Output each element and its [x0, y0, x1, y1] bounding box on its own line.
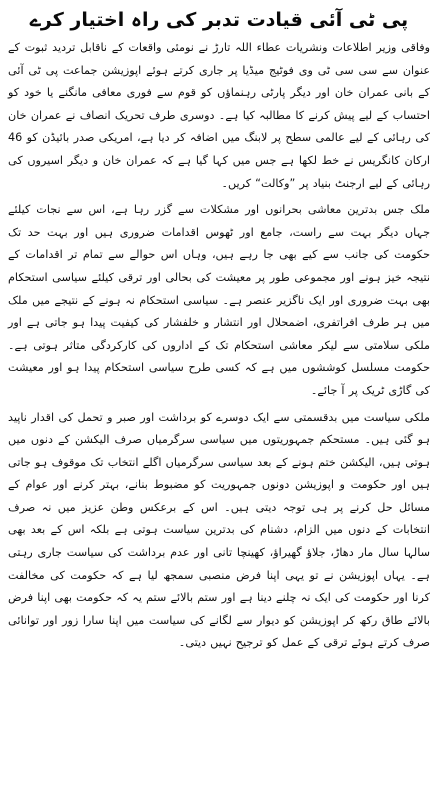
- article-paragraph: ملک جس بدترین معاشی بحرانوں اور مشکلات سے گزر رہا ہے، اس سے نجات کیلئے جہاں دیگر بہت سے راست، جامع اور ٹھوس اقدامات ضروری ہیں اور بہت حد تک حکومت کی جانب سے کیے بھی جا رہے ہیں، وہاں اس حوالے سے تمام تر اقدامات کے نتیجہ خیز ہونے اور مجموعی طور پر معیشت کی بحالی اور ترقی کیلئے سیاسی استحکام بھی بہت ضروری اور ایک ناگزیر عنصر ہے۔ سیاسی استحکام نہ ہونے کے نتیجے میں ملک میں ہر طرف افراتفری، اضمحلال اور انتشار و خلفشار کی کیفیت پیدا ہو جاتی ہے اور ملکی سلامتی سے لیکر معاشی استحکام تک کے اداروں کی کارکردگی متاثر ہوتی ہے۔ حکومت مسلسل کوششوں میں ہے کہ کسی طرح سیاسی استحکام پیدا ہو اور معیشت کی گاڑی ٹریک پر آ جائے۔: [8, 203, 430, 397]
- article-headline: پی ٹی آئی قیادت تدبر کی راہ اختیار کرے: [29, 9, 409, 31]
- article-paragraph: ملکی سیاست میں بدقسمتی سے ایک دوسرے کو برداشت اور صبر و تحمل کی اقدار ناپید ہو گئی ہیں۔ مستحکم جمہوریتوں میں سیاسی سرگرمیاں صرف الیکشن کے دنوں میں ہوتی ہیں، الیکشن ختم ہونے کے بعد سیاسی سرگرمیاں اگلے انتخاب تک موقوف ہو جاتی ہیں اور حکومت و اپوزیشن دونوں جمہوریت کو مضبوط بنانے، بہتر کرنے اور عوام کے مسائل حل کرنے پر ہی توجہ دیتی ہیں۔ اس کے برعکس وطن عزیز میں نہ صرف انتخابات کے دنوں میں الزام، دشنام کی بدترین سیاست ہوتی ہے بلکہ اس کے بعد بھی سالہا سال مار دھاڑ، جلاؤ گھیراؤ، کھینچا تانی اور عدم برداشت کی سیاست جاری رہتی ہے۔ یہاں اپوزیشن نے تو یہی اپنا فرض منصبی سمجھ لیا ہے کہ حکومت کی مخالفت کرنا اور حکومت کی ایک نہ چلنے دینا ہے اور ستم بالائے ستم یہ کہ حکومت بھی اپنا فرض بالائے طاق رکھ کر اپوزیشن کو دیوار سے لگانے کی سیاست میں اپنا سارا زور اور توانائی صرف کرتے ہوئے ترقی کے عمل کو ترجیح نہیں دیتی۔: [8, 410, 430, 650]
- article-paragraph: وفاقی وزیر اطلاعات ونشریات عطاء اللہ تارڑ نے نومئی واقعات کے ناقابل تردید ثبوت کے عنوان سے سی سی ٹی وی فوٹیج میڈیا پر جاری کرتے ہوئے اپوزیشن جماعت پی ٹی آئی کے بانی عمران خان اور دیگر پارٹی رہنماؤں کو قوم سے فوری معافی مانگنے یا خود کو احتساب کے لیے پیش کرنے کا مطالبہ کیا ہے۔ دوسری طرف تحریک انصاف نے عمران خان کی رہائی کے لیے عالمی سطح پر لابنگ میں اضافہ کر دیا ہے، امریکی صدر بائیڈن کو 46 ارکان کانگریس نے خط لکھا ہے جس میں کہا گیا ہے کہ عمران خان و دیگر اسیروں کی رہائی کے لیے ارجنٹ بنیاد پر ”وکالت“ کریں۔: [8, 41, 430, 190]
